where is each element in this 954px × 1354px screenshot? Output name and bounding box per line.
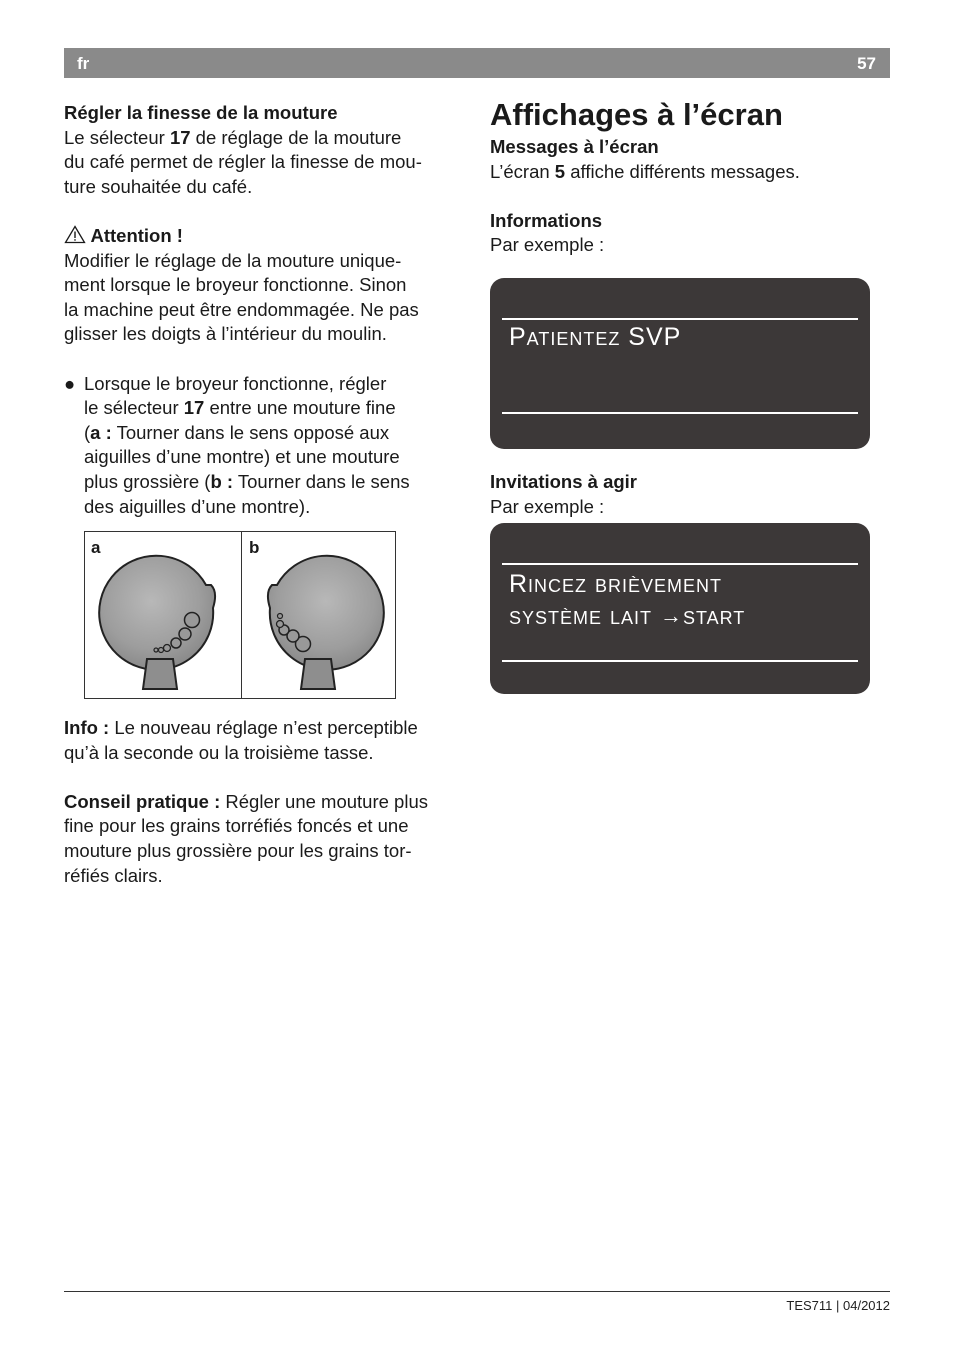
language-label: fr <box>77 54 90 73</box>
right-column-invitations <box>490 470 890 519</box>
invitations-heading: Invitations à agir <box>490 471 638 492</box>
figure-label-a: a <box>91 538 101 557</box>
informations-heading: Informations <box>490 209 603 231</box>
right-column <box>490 95 890 258</box>
bullet-icon: ● <box>64 372 76 394</box>
page-title: Affichages à l’écran <box>490 97 783 132</box>
grinder-dial-a-icon <box>85 532 241 698</box>
figure-label-b: b <box>249 538 260 557</box>
footer-divider <box>64 1291 890 1292</box>
warning-triangle-icon <box>64 225 86 244</box>
page-header <box>64 48 890 78</box>
messages-text: L’écran 5 affiche différents messages. <box>490 160 800 182</box>
arrow-right-icon: → <box>659 603 683 628</box>
list-item: ● Lorsque le broyeur fonctionne, régler le sélecteur 17 entre une mouture fine (a : Tourner dans le sens opposé aux aiguilles d’une montre) et une mouture plus grossière (b : Tourner dans le sens des aiguilles d’une montre). <box>64 372 410 517</box>
display-screen-action <box>490 523 870 694</box>
messages-heading: Messages à l’écran <box>490 136 659 157</box>
invitations-example: Par exemple : <box>490 495 605 517</box>
info-note: Info : Le nouveau réglage n’est perceptible qu’à la seconde ou la troisième tasse. <box>64 717 418 763</box>
left-column-lower <box>64 716 466 888</box>
grind-heading: Régler la finesse de la mouture <box>64 102 338 123</box>
grinder-dial-figure <box>84 531 396 699</box>
screen-message-line2: système lait →start <box>509 602 746 630</box>
informations-example: Par exemple : <box>490 234 605 256</box>
display-screen-info <box>490 278 870 449</box>
left-column <box>64 101 466 519</box>
grinder-dial-b-icon <box>242 532 398 698</box>
page-number: 57 <box>857 54 876 73</box>
tip-note: Conseil pratique : Régler une mouture plus fine pour les grains torréfiés foncés et une mouture plus grossière pour les grains tor- réfiés clairs. <box>64 790 428 886</box>
grind-para: Le sélecteur 17 de réglage de la mouture du café permet de régler la finesse de mou- ture souhaitée du café. <box>64 126 422 197</box>
screen-message-line1: Rincez brièvement <box>509 570 723 598</box>
attention-text: Modifier le réglage de la mouture unique- ment lorsque le broyeur fonctionne. Sinon la machine peut être endommagée. Ne pas glisser les doigts à l’intérieur du moulin. <box>64 249 419 345</box>
screen-message: Patientez SVP <box>509 323 682 351</box>
attention-heading: Attention ! <box>64 224 466 249</box>
footer-text: TES711 | 04/2012 <box>786 1298 890 1313</box>
